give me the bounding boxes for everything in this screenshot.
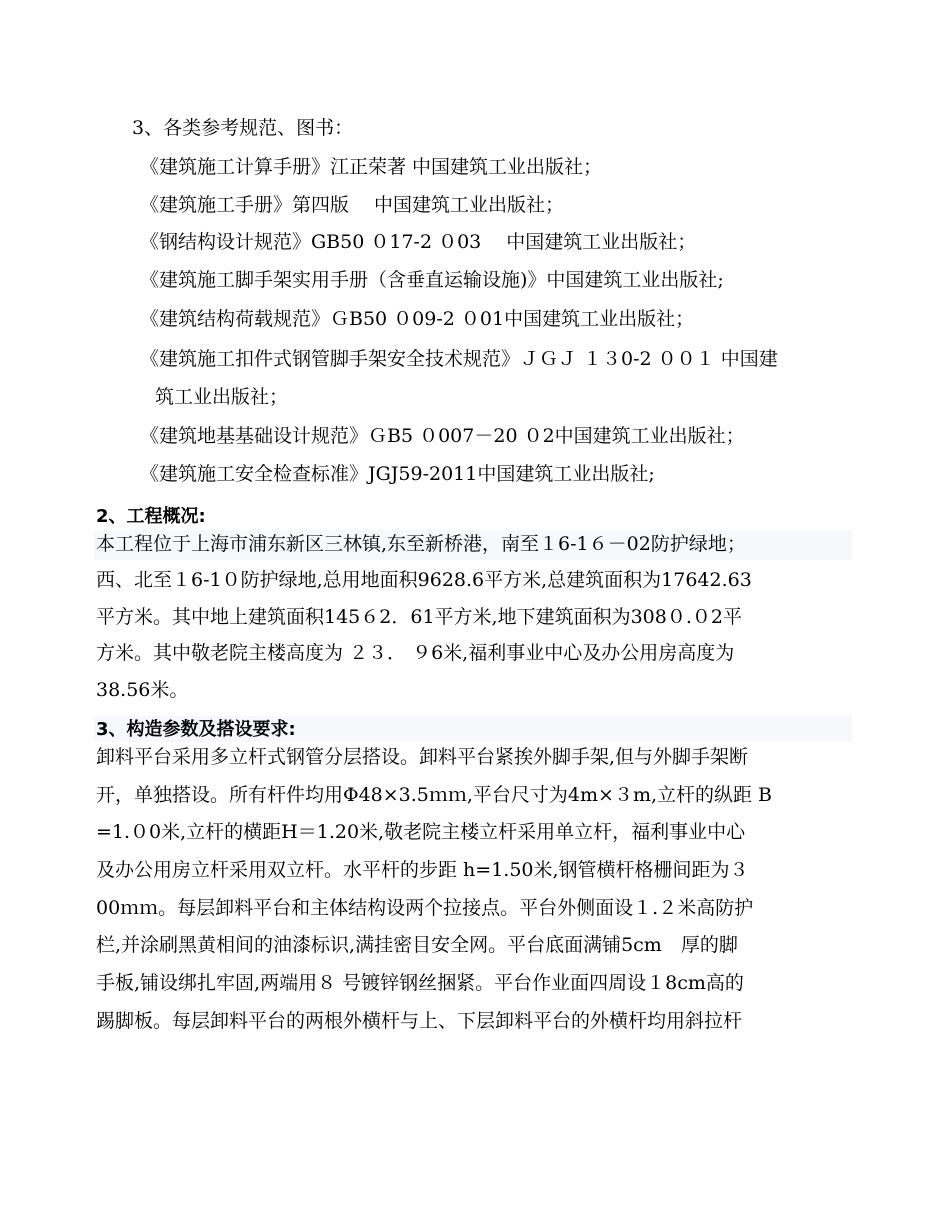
construction-heading: 3、构造参数及搭设要求: xyxy=(96,719,296,740)
overview-line: 本工程位于上海市浦东新区三林镇,东至新桥港，南至１6-1６－02防护绿地； xyxy=(96,533,746,555)
reference-item: 《建筑施工扣件式钢管脚手架安全技术规范》ＪＧＪ １３0-2 ００１ 中国建 xyxy=(140,348,778,370)
overview-line: 38.56米。 xyxy=(96,679,189,701)
reference-item: 《建筑施工脚手架实用手册（含垂直运输设施)》中国建筑工业出版社; xyxy=(140,269,724,291)
construction-line: 卸料平台采用多立杆式钢管分层搭设。卸料平台紧挨外脚手架,但与外脚手架断 xyxy=(96,746,749,768)
construction-line: 手板,铺设绑扎牢固,两端用８ 号镀锌钢丝捆紧。平台作业面四周设１8cm高的 xyxy=(96,972,744,994)
reference-item: 《建筑施工手册》第四版 中国建筑工业出版社； xyxy=(140,194,565,216)
overview-line: 西、北至１6-1０防护绿地,总用地面积9628.6平方米,总建筑面积为17642.63 xyxy=(96,569,752,591)
reference-item: 《建筑施工安全检查标准》JGJ59-2011中国建筑工业出版社; xyxy=(140,463,655,485)
overview-line: 平方米。其中地上建筑面积145６2．61平方米,地下建筑面积为308０.０2平 xyxy=(96,606,742,628)
reference-item-continuation: 筑工业出版社； xyxy=(155,386,289,408)
references-heading: 3、各类参考规范、图书： xyxy=(132,117,354,139)
construction-line: 00ｍｍ。每层卸料平台和主体结构设两个拉接点。平台外侧面设１.２米高防护 xyxy=(96,897,754,919)
reference-item: 《建筑施工计算手册》江正荣著 中国建筑工业出版社； xyxy=(140,156,603,178)
construction-line: =1.０0米,立杆的横距H＝1.20米,敬老院主楼立杆采用单立杆，福利事业中心 xyxy=(96,821,746,843)
reference-item: 《钢结构设计规范》GB50 ０17-2 ０03 中国建筑工业出版社； xyxy=(140,231,697,253)
overview-heading: 2、工程概况: xyxy=(96,506,206,527)
overview-line: 方米。其中敬老院主楼高度为 ２３． ９6米,福利事业中心及办公用房高度为 xyxy=(96,642,735,664)
construction-line: 及办公用房立杆采用双立杆。水平杆的步距 h=1.50米,钢管横杆格栅间距为３ xyxy=(96,859,749,881)
reference-item: 《建筑地基基础设计规范》ＧB5 ０007－20 ０2中国建筑工业出版社； xyxy=(140,425,745,447)
construction-line: 开，单独搭设。所有杆件均用Φ48×3.5ｍｍ,平台尺寸为4m×３m,立杆的纵距 B xyxy=(96,784,773,806)
reference-item: 《建筑结构荷载规范》ＧB50 ０09-2 ０01中国建筑工业出版社； xyxy=(140,308,695,330)
construction-line: 踢脚板。每层卸料平台的两根外横杆与上、下层卸料平台的外横杆均用斜拉杆 xyxy=(96,1010,743,1032)
construction-line: 栏,并涂刷黑黄相间的油漆标识,满挂密目安全网。平台底面满铺5cm 厚的脚 xyxy=(96,934,738,956)
